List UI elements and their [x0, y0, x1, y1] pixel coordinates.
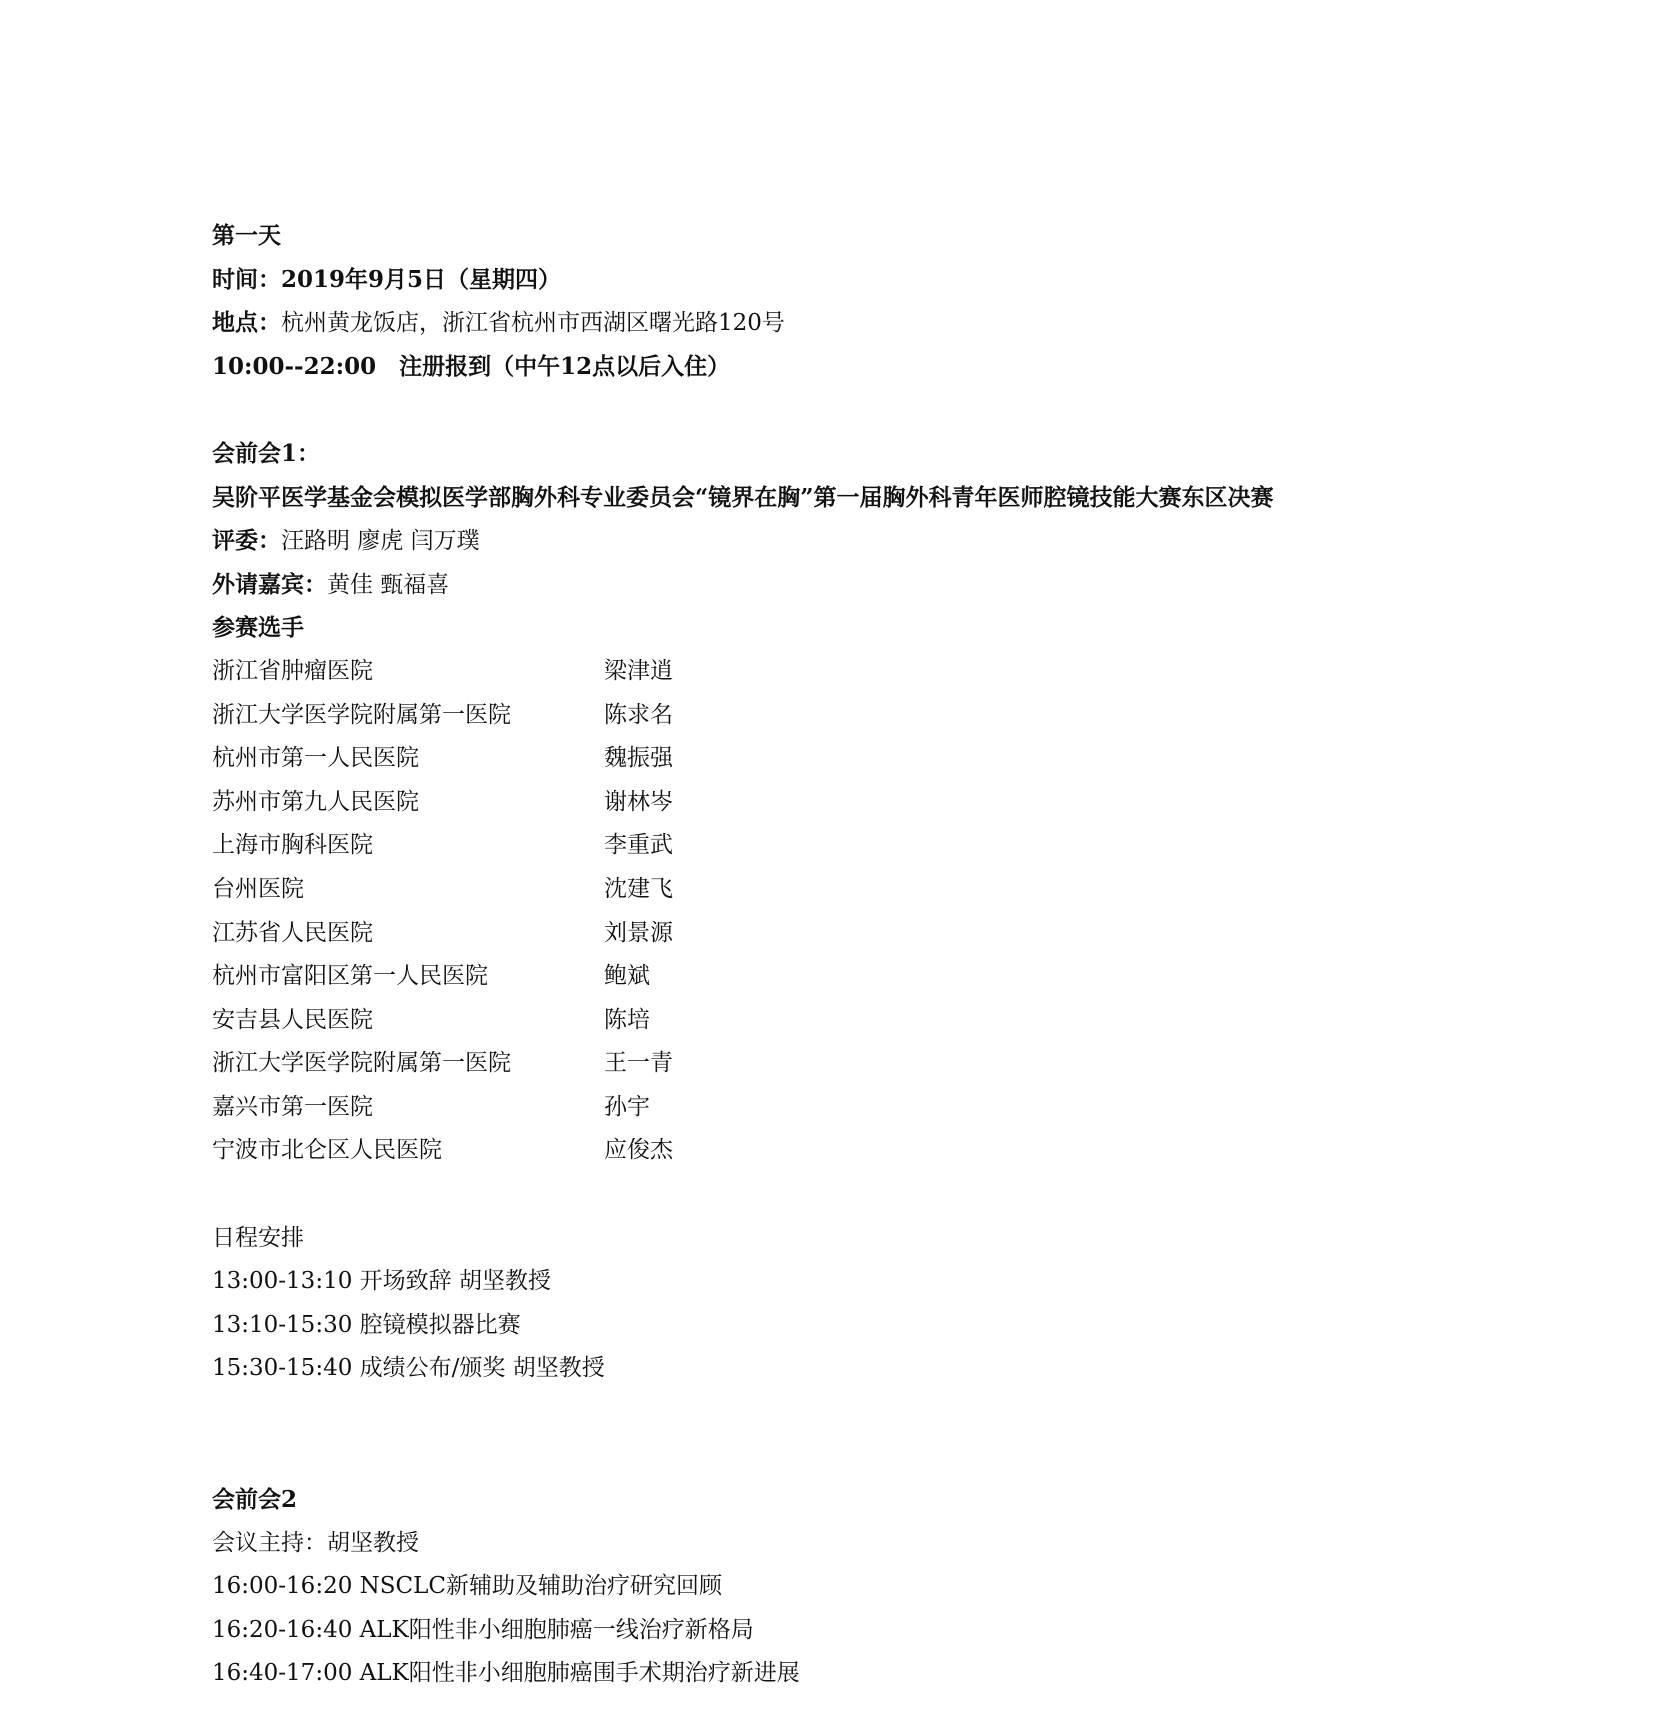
spacer — [212, 1391, 1512, 1478]
day-title: 第一天 — [212, 222, 281, 249]
contestant-hospital: 宁波市北仑区人民医院 — [212, 1137, 442, 1164]
contestant-row — [212, 1086, 1512, 1130]
contestant-row — [212, 650, 1512, 694]
contestant-name: 梁津逍 — [604, 657, 673, 684]
location-value: 杭州黄龙饭店，浙江省杭州市西湖区曙光路120号 — [281, 310, 785, 337]
schedule-title: 日程安排 — [212, 1224, 304, 1251]
contestant-row — [212, 912, 1512, 956]
contestant-row — [212, 955, 1512, 999]
contestant-hospital: 浙江省肿瘤医院 — [212, 657, 373, 684]
contestant-hospital: 杭州市第一人民医院 — [212, 745, 419, 772]
time-label: 时间： — [212, 265, 281, 293]
contestant-name: 刘景源 — [604, 919, 673, 946]
session1-subtitle: 吴阶平医学基金会模拟医学部胸外科专业委员会“镜界在胸”第一届胸外科青年医师腔镜技能大赛东区决赛 — [212, 483, 1274, 511]
judges-names: 汪路明 廖虎 闫万璞 — [281, 528, 480, 555]
contestant-hospital: 江苏省人民医院 — [212, 919, 373, 946]
contestants-list — [212, 650, 1512, 1173]
contestant-name: 王一青 — [604, 1050, 673, 1077]
talk-item: 16:40-17:00 ALK阳性非小细胞肺癌围手术期治疗新进展 — [212, 1660, 800, 1687]
contestant-name: 谢林岑 — [604, 788, 673, 815]
spacer — [212, 388, 1512, 432]
contestant-hospital: 上海市胸科医院 — [212, 832, 373, 859]
guests-names: 黄佳 甄福喜 — [327, 571, 450, 598]
contestant-name: 沈建飞 — [604, 875, 673, 902]
session1-title: 会前会1： — [212, 439, 321, 467]
talk-item: 16:20-16:40 ALK阳性非小细胞肺癌一线治疗新格局 — [212, 1616, 754, 1643]
contestant-row — [212, 694, 1512, 738]
spacer — [212, 1173, 1512, 1217]
contestant-name: 鲍斌 — [604, 963, 650, 990]
contestant-row — [212, 1129, 1512, 1173]
contestant-hospital: 台州医院 — [212, 875, 304, 902]
schedule-item: 15:30-15:40 成绩公布/颁奖 胡坚教授 — [212, 1355, 605, 1382]
contestant-name: 李重武 — [604, 832, 673, 859]
contestant-name: 陈求名 — [604, 701, 673, 728]
contestants-title: 参赛选手 — [212, 614, 304, 642]
contestant-hospital: 杭州市富阳区第一人民医院 — [212, 963, 488, 990]
contestant-hospital: 嘉兴市第一医院 — [212, 1093, 373, 1120]
contestant-row — [212, 868, 1512, 912]
session2-host: 会议主持：胡坚教授 — [212, 1529, 419, 1556]
talk-item: 16:00-16:20 NSCLC新辅助及辅助治疗研究回顾 — [212, 1573, 722, 1600]
contestant-row — [212, 781, 1512, 825]
contestant-name: 应俊杰 — [604, 1137, 673, 1164]
contestant-name: 陈培 — [604, 1006, 650, 1033]
contestant-name: 魏振强 — [604, 745, 673, 772]
schedule-item: 13:00-13:10 开场致辞 胡坚教授 — [212, 1268, 551, 1295]
location-line — [212, 301, 1512, 345]
contestant-row — [212, 824, 1512, 868]
contestant-row — [212, 737, 1512, 781]
contestant-name: 孙宇 — [604, 1093, 650, 1120]
contestant-row — [212, 999, 1512, 1043]
session2-title: 会前会2 — [212, 1486, 298, 1514]
location-label: 地点： — [212, 309, 281, 337]
guests-line — [212, 563, 1512, 607]
judges-line — [212, 519, 1512, 563]
document-page — [212, 214, 1512, 1696]
time-line — [212, 258, 1512, 302]
contestant-hospital: 浙江大学医学院附属第一医院 — [212, 1050, 511, 1077]
contestant-hospital: 安吉县人民医院 — [212, 1006, 373, 1033]
registration-line: 10:00--22:00 注册报到（中午12点以后入住） — [212, 352, 731, 380]
contestant-hospital: 浙江大学医学院附属第一医院 — [212, 701, 511, 728]
contestant-hospital: 苏州市第九人民医院 — [212, 788, 419, 815]
time-value: 2019年9月5日（星期四） — [281, 265, 562, 293]
contestant-row — [212, 1042, 1512, 1086]
schedule-item: 13:10-15:30 腔镜模拟器比赛 — [212, 1311, 521, 1338]
guests-label: 外请嘉宾： — [212, 570, 327, 598]
judges-label: 评委： — [212, 527, 281, 555]
